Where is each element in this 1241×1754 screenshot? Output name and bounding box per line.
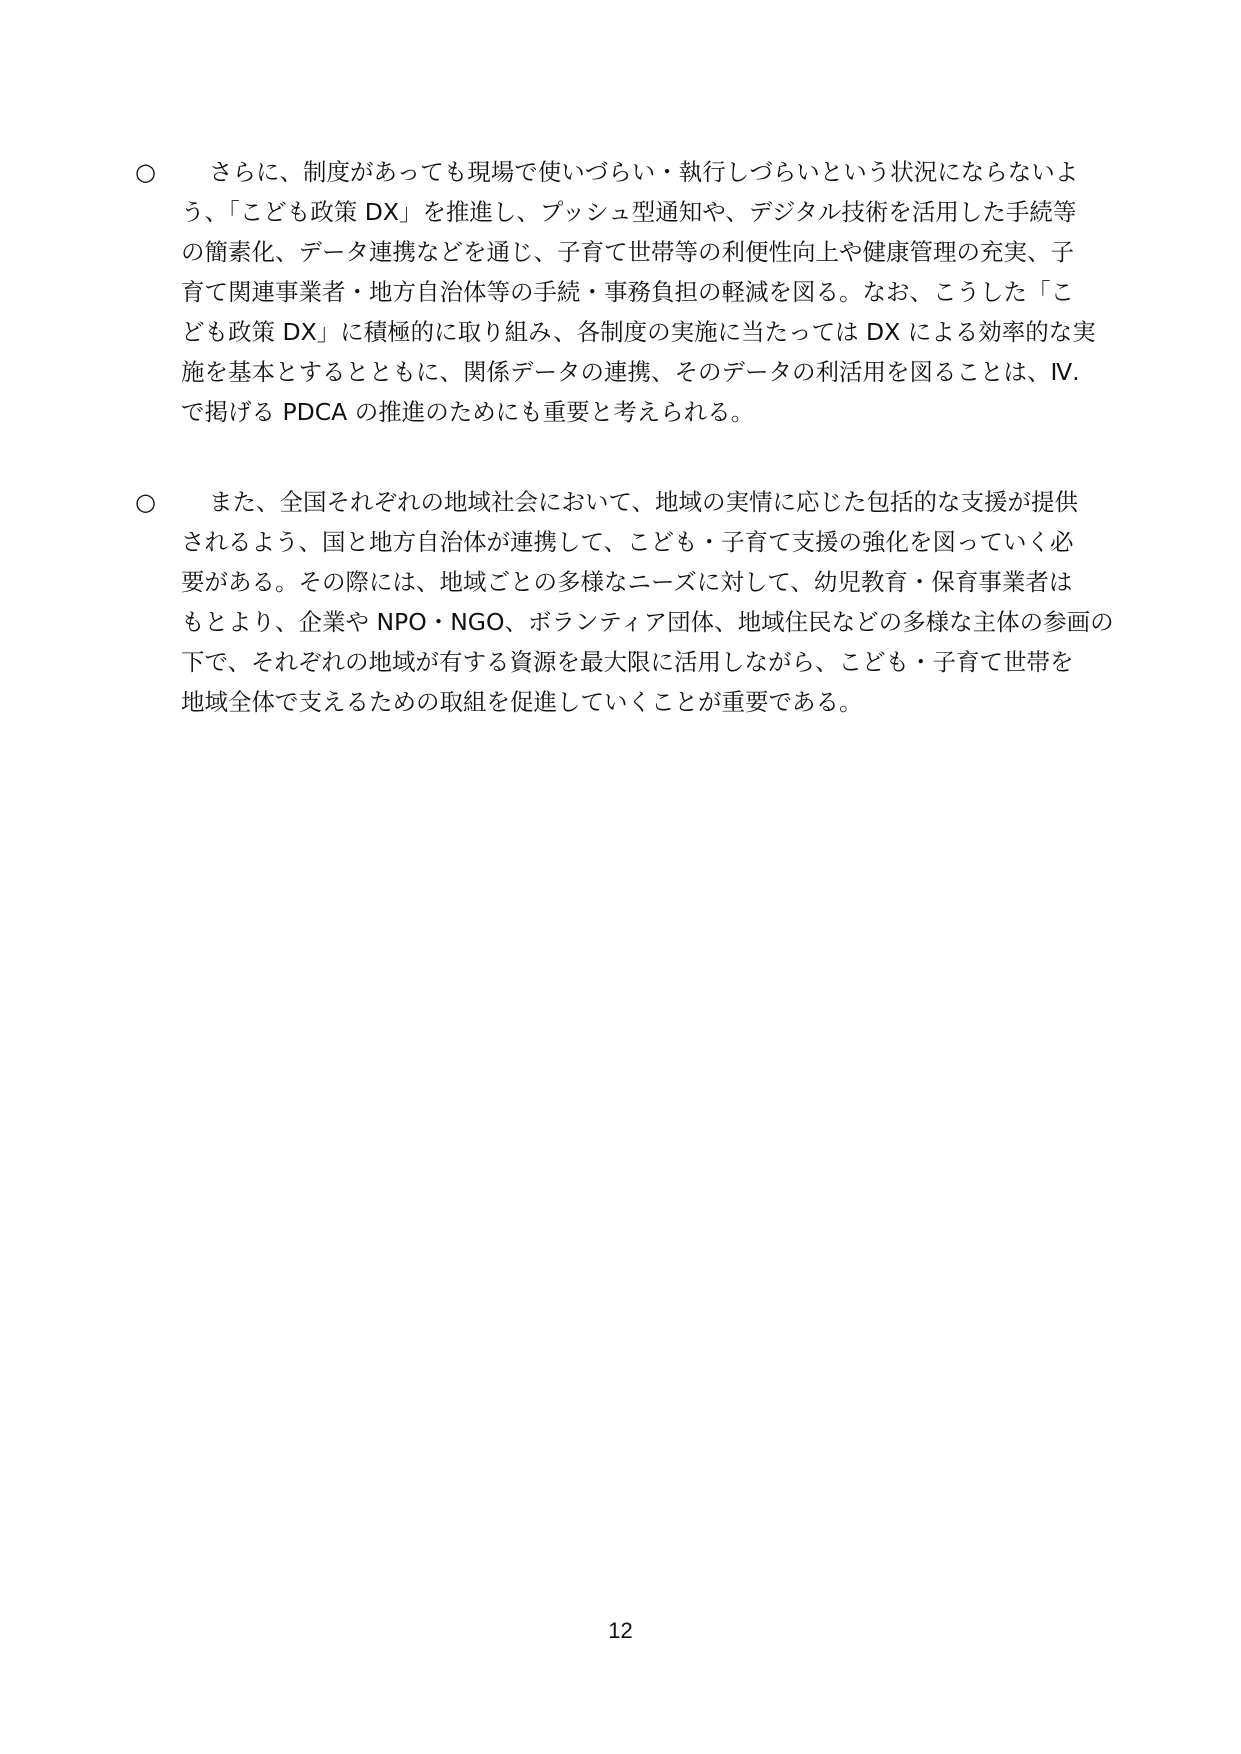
circle-bullet-icon: ○ xyxy=(135,158,156,186)
page-number: 12 xyxy=(608,1618,633,1643)
paragraph-line: 要がある。その際には、地域ごとの多様なニーズに対して、幼児教育・保育事業者は xyxy=(181,568,1073,596)
circle-bullet-icon: ○ xyxy=(135,488,156,516)
paragraph-line: また、全国それぞれの地域社会において、地域の実情に応じた包括的な支援が提供 xyxy=(209,488,1079,516)
paragraph-line: 下で、それぞれの地域が有する資源を最大限に活用しながら、こども・子育て世帯を xyxy=(181,648,1074,676)
paragraph-line: さらに、制度があっても現場で使いづらい・執行しづらいという状況にならないよ xyxy=(209,158,1079,186)
paragraph-line: 育て関連事業者・地方自治体等の手続・事務負担の軽減を図る。なお、こうした「こ xyxy=(181,278,1074,306)
paragraph-text xyxy=(181,482,1114,722)
paragraph-line: されるよう、国と地方自治体が連携して、こども・子育て支援の強化を図っていく必 xyxy=(181,528,1074,556)
paragraph-text xyxy=(181,152,1106,432)
paragraph-line: の簡素化、データ連携などを通じ、子育て世帯等の利便性向上や健康管理の充実、子 xyxy=(181,238,1074,266)
paragraph-line: 地域全体で支えるための取組を促進していくことが重要である。 xyxy=(181,688,863,716)
paragraph-line: う、「こども政策 DX」を推進し、プッシュ型通知や、デジタル技術を活用した手続等 xyxy=(181,198,1077,226)
paragraph-line: もとより、企業や NPO・NGO、ボランティア団体、地域住民などの多様な主体の参画の xyxy=(181,608,1114,636)
paragraph-line: で掲げる PDCA の推進のためにも重要と考えられる。 xyxy=(181,398,755,426)
paragraph-line: ども政策 DX」に積極的に取り組み、各制度の実施に当たっては DX による効率的な実 xyxy=(181,318,1096,346)
paragraph-line: 施を基本とするとともに、関係データの連携、そのデータの利活用を図ることは、Ⅳ. xyxy=(181,358,1080,386)
